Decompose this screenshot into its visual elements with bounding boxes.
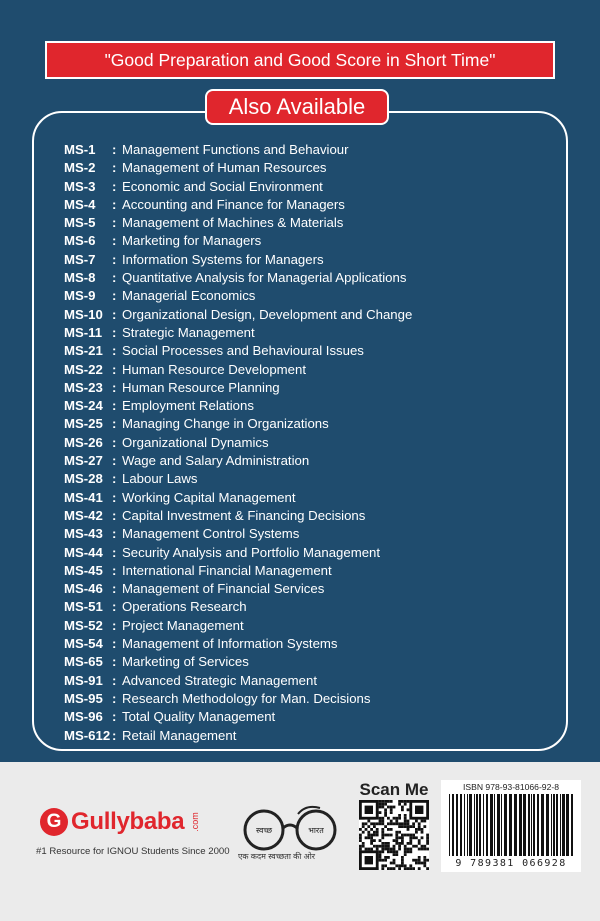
course-title: Management of Machines & Materials bbox=[122, 215, 344, 231]
slogan-banner bbox=[45, 41, 555, 79]
course-separator: : bbox=[112, 453, 117, 469]
course-code: MS-95 bbox=[64, 690, 103, 706]
course-code: MS-23 bbox=[64, 379, 103, 395]
course-separator: : bbox=[112, 526, 117, 542]
course-code: MS-4 bbox=[64, 196, 96, 212]
course-separator: : bbox=[112, 507, 117, 523]
barcode-digits: 9 789381 066928 bbox=[455, 858, 567, 869]
course-code: MS-11 bbox=[64, 324, 103, 340]
course-code: MS-91 bbox=[64, 672, 103, 688]
course-item bbox=[64, 251, 564, 269]
course-separator: : bbox=[112, 471, 117, 487]
course-list bbox=[64, 141, 564, 745]
course-item bbox=[64, 708, 564, 726]
course-title: Security Analysis and Portfolio Management bbox=[122, 544, 381, 560]
course-code: MS-65 bbox=[64, 654, 103, 670]
course-title: Managerial Economics bbox=[122, 288, 256, 304]
course-code: MS-28 bbox=[64, 471, 103, 487]
course-item bbox=[64, 562, 564, 580]
course-separator: : bbox=[112, 361, 117, 377]
course-title: Retail Management bbox=[122, 727, 237, 743]
course-item bbox=[64, 544, 564, 562]
course-item bbox=[64, 727, 564, 745]
course-code: MS-2 bbox=[64, 160, 96, 176]
course-separator: : bbox=[112, 434, 117, 450]
course-separator: : bbox=[112, 288, 117, 304]
course-code: MS-51 bbox=[64, 599, 103, 615]
course-separator: : bbox=[112, 727, 117, 743]
also-available-heading bbox=[205, 89, 389, 125]
course-code: MS-26 bbox=[64, 434, 103, 450]
course-title: Information Systems for Managers bbox=[122, 251, 324, 267]
course-code: MS-44 bbox=[64, 544, 103, 560]
course-item bbox=[64, 324, 564, 342]
course-item bbox=[64, 470, 564, 488]
course-code: MS-46 bbox=[64, 581, 103, 597]
course-separator: : bbox=[112, 489, 117, 505]
course-code: MS-96 bbox=[64, 709, 103, 725]
course-separator: : bbox=[112, 672, 117, 688]
course-separator: : bbox=[112, 215, 117, 231]
course-separator: : bbox=[112, 690, 117, 706]
course-title: Wage and Salary Administration bbox=[122, 453, 310, 469]
course-title: Economic and Social Environment bbox=[122, 178, 323, 194]
course-item bbox=[64, 672, 564, 690]
course-item bbox=[64, 635, 564, 653]
course-title: Human Resource Planning bbox=[122, 379, 280, 395]
course-code: MS-52 bbox=[64, 617, 103, 633]
isbn-text: ISBN 978-93-81066-92-8 bbox=[462, 782, 560, 792]
course-separator: : bbox=[112, 251, 117, 267]
course-separator: : bbox=[112, 581, 117, 597]
course-item bbox=[64, 525, 564, 543]
course-item bbox=[64, 269, 564, 287]
course-separator: : bbox=[112, 178, 117, 194]
course-code: MS-54 bbox=[64, 636, 103, 652]
course-code: MS-6 bbox=[64, 233, 96, 249]
course-separator: : bbox=[112, 654, 117, 670]
course-code: MS-27 bbox=[64, 453, 103, 469]
course-code: MS-3 bbox=[64, 178, 96, 194]
course-code: MS-45 bbox=[64, 562, 103, 578]
tagline: #1 Resource for IGNOU Students Since 2000 bbox=[36, 846, 230, 857]
course-code: MS-1 bbox=[64, 142, 96, 157]
course-code: MS-43 bbox=[64, 526, 103, 542]
swachh-caption: एक कदम स्वच्छता की ओर bbox=[238, 852, 316, 861]
course-item bbox=[64, 397, 564, 415]
course-title: Employment Relations bbox=[122, 398, 254, 414]
slogan-text: "Good Preparation and Good Score in Short Time" bbox=[104, 49, 496, 70]
swachh-right-text: भारत bbox=[308, 826, 324, 835]
course-code: MS-21 bbox=[64, 343, 103, 359]
course-item bbox=[64, 342, 564, 360]
course-item bbox=[64, 159, 564, 177]
course-separator: : bbox=[112, 142, 117, 157]
course-item bbox=[64, 178, 564, 196]
course-title: Quantitative Analysis for Managerial Applications bbox=[122, 270, 407, 286]
course-code: MS-7 bbox=[64, 251, 96, 267]
isbn-barcode bbox=[441, 780, 581, 872]
course-code: MS-8 bbox=[64, 270, 96, 286]
course-item bbox=[64, 489, 564, 507]
course-item bbox=[64, 214, 564, 232]
course-code: MS-42 bbox=[64, 507, 103, 523]
scan-me-label: Scan Me bbox=[359, 780, 429, 799]
course-title: Working Capital Management bbox=[122, 489, 296, 505]
course-separator: : bbox=[112, 270, 117, 286]
course-title: Social Processes and Behavioural Issues bbox=[122, 343, 364, 359]
course-item bbox=[64, 415, 564, 433]
course-separator: : bbox=[112, 636, 117, 652]
course-code: MS-22 bbox=[64, 361, 103, 377]
course-separator: : bbox=[112, 196, 117, 212]
course-title: Management of Information Systems bbox=[122, 636, 338, 652]
course-item bbox=[64, 196, 564, 214]
course-separator: : bbox=[112, 562, 117, 578]
course-code: MS-9 bbox=[64, 288, 96, 304]
course-title: Advanced Strategic Management bbox=[122, 672, 317, 688]
course-code: MS-24 bbox=[64, 398, 103, 414]
course-item bbox=[64, 141, 564, 159]
course-separator: : bbox=[112, 398, 117, 414]
course-title: Research Methodology for Man. Decisions bbox=[122, 690, 371, 706]
course-separator: : bbox=[112, 416, 117, 432]
course-title: Accounting and Finance for Managers bbox=[122, 196, 345, 212]
logo-badge-icon: G bbox=[40, 808, 68, 836]
course-item bbox=[64, 306, 564, 324]
course-item bbox=[64, 452, 564, 470]
course-code: MS-5 bbox=[64, 215, 96, 231]
course-separator: : bbox=[112, 617, 117, 633]
course-separator: : bbox=[112, 379, 117, 395]
course-title: Project Management bbox=[122, 617, 244, 633]
course-item bbox=[64, 617, 564, 635]
course-item bbox=[64, 580, 564, 598]
course-title: Management of Financial Services bbox=[122, 581, 325, 597]
course-title: Operations Research bbox=[122, 599, 247, 615]
swachh-left-text: स्वच्छ bbox=[255, 826, 273, 835]
course-title: Management Functions and Behaviour bbox=[122, 142, 349, 157]
course-code: MS-41 bbox=[64, 489, 103, 505]
course-item bbox=[64, 379, 564, 397]
course-title: Labour Laws bbox=[122, 471, 198, 487]
course-title: Management Control Systems bbox=[122, 526, 300, 542]
course-item bbox=[64, 598, 564, 616]
course-separator: : bbox=[112, 306, 117, 322]
course-title: Strategic Management bbox=[122, 324, 255, 340]
course-item bbox=[64, 690, 564, 708]
course-title: Organizational Dynamics bbox=[122, 434, 269, 450]
course-title: Marketing of Services bbox=[122, 654, 249, 670]
course-separator: : bbox=[112, 709, 117, 725]
course-code: MS-612 bbox=[64, 727, 111, 743]
course-item bbox=[64, 434, 564, 452]
gullybaba-logo bbox=[40, 808, 205, 836]
course-title: Capital Investment & Financing Decisions bbox=[122, 507, 366, 523]
swachh-bharat-glasses-icon bbox=[236, 802, 344, 852]
course-separator: : bbox=[112, 324, 117, 340]
course-title: Managing Change in Organizations bbox=[122, 416, 329, 432]
course-separator: : bbox=[112, 599, 117, 615]
logo-suffix: .com bbox=[190, 812, 201, 832]
course-item bbox=[64, 361, 564, 379]
course-separator: : bbox=[112, 544, 117, 560]
course-code: MS-25 bbox=[64, 416, 103, 432]
course-separator: : bbox=[112, 233, 117, 249]
course-code: MS-10 bbox=[64, 306, 103, 322]
course-title: Human Resource Development bbox=[122, 361, 306, 377]
course-item bbox=[64, 653, 564, 671]
course-item bbox=[64, 287, 564, 305]
course-separator: : bbox=[112, 343, 117, 359]
course-separator: : bbox=[112, 160, 117, 176]
course-title: Management of Human Resources bbox=[122, 160, 327, 176]
course-title: Total Quality Management bbox=[122, 709, 276, 725]
course-title: International Financial Management bbox=[122, 562, 332, 578]
course-item bbox=[64, 232, 564, 250]
barcode-icon bbox=[447, 794, 575, 858]
course-title: Organizational Design, Development and Change bbox=[122, 306, 413, 322]
qr-code-icon[interactable] bbox=[359, 800, 429, 870]
course-item bbox=[64, 507, 564, 525]
logo-text: Gullybaba bbox=[71, 808, 185, 835]
also-available-label: Also Available bbox=[228, 94, 366, 119]
course-title: Marketing for Managers bbox=[122, 233, 262, 249]
